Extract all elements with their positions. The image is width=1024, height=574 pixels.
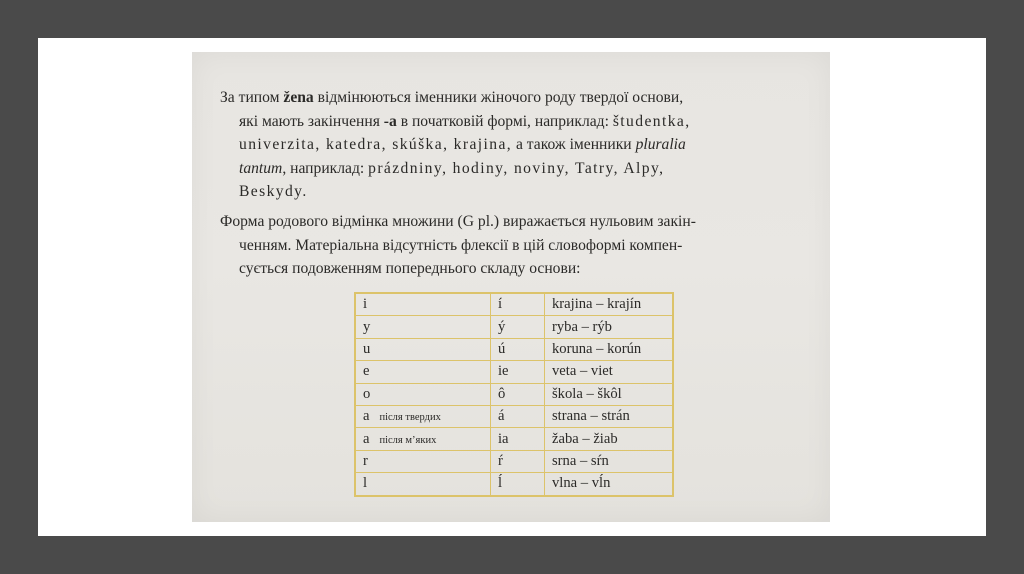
slide-canvas xyxy=(38,38,986,536)
table-row xyxy=(355,473,673,496)
long-vowel-cell: ie xyxy=(491,361,545,383)
base-vowel-cell: a після м’яких xyxy=(355,428,491,450)
table-row xyxy=(355,450,673,472)
paragraph2-line3: сується подовженням попереднього складу основи: xyxy=(239,260,581,278)
table-row xyxy=(355,338,673,360)
example-cell: koruna – korún xyxy=(545,338,674,360)
table-row xyxy=(355,316,673,338)
table-row xyxy=(355,428,673,450)
base-vowel-cell: u xyxy=(355,338,491,360)
base-vowel-cell: o xyxy=(355,383,491,405)
example-cell: srna – sŕn xyxy=(545,450,674,472)
paragraph1-line5: Beskydy. xyxy=(239,183,308,201)
example-cell: škola – škôl xyxy=(545,383,674,405)
paragraph1-line2: які мають закінчення -a в початковій формі, наприклад: študentka, xyxy=(239,112,691,130)
paragraph2-line1: Форма родового відмінка множини (G pl.) виражається нульовим закін- xyxy=(220,213,696,230)
paragraph1-line3: univerzita, katedra, skúška, krajina, а також іменники pluralia xyxy=(239,136,686,154)
base-vowel-cell: i xyxy=(355,293,491,316)
example-cell: ryba – rýb xyxy=(545,316,674,338)
table-row xyxy=(355,383,673,405)
paragraph-zena-declension xyxy=(220,86,816,204)
paragraph-genitive-plural xyxy=(220,210,816,281)
table-row xyxy=(355,293,673,316)
base-vowel-cell: r xyxy=(355,450,491,472)
base-vowel-cell: y xyxy=(355,316,491,338)
vowel-lengthening-table-body xyxy=(355,293,673,496)
table-row xyxy=(355,405,673,427)
example-cell: krajina – krajín xyxy=(545,293,674,316)
long-vowel-cell: ŕ xyxy=(491,450,545,472)
long-vowel-cell: ĺ xyxy=(491,473,545,496)
base-vowel-cell: a після твердих xyxy=(355,405,491,427)
long-vowel-cell: ú xyxy=(491,338,545,360)
example-cell: strana – strán xyxy=(545,405,674,427)
vowel-lengthening-table xyxy=(354,292,674,497)
example-cell: vlna – vĺn xyxy=(545,473,674,496)
table-row xyxy=(355,361,673,383)
example-cell: žaba – žiab xyxy=(545,428,674,450)
long-vowel-cell: ý xyxy=(491,316,545,338)
textbook-page-photo xyxy=(192,52,830,522)
paragraph1-line4: tantum, наприклад: prázdniny, hodiny, noviny, Tatry, Alpy, xyxy=(239,159,665,177)
base-vowel-cell: l xyxy=(355,473,491,496)
example-cell: veta – viet xyxy=(545,361,674,383)
paragraph1-line1: За типом žena відмінюються іменники жіночого роду твердої основи, xyxy=(220,89,684,106)
long-vowel-cell: ô xyxy=(491,383,545,405)
paragraph2-line2: ченням. Матеріальна відсутність флексії в цій словоформі компен- xyxy=(239,236,683,254)
long-vowel-cell: ia xyxy=(491,428,545,450)
base-vowel-cell: e xyxy=(355,361,491,383)
long-vowel-cell: á xyxy=(491,405,545,427)
long-vowel-cell: í xyxy=(491,293,545,316)
